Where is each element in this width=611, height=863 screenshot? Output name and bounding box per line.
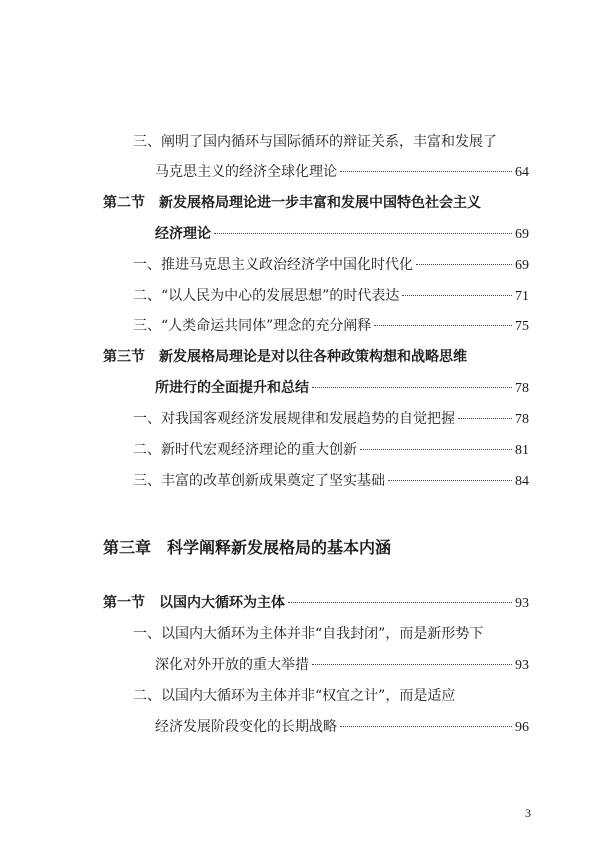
toc-entry [0,654,611,676]
toc-entry-text: 二、“以人民为中心的发展思想”的时代表达 [133,288,400,304]
dot-leader [312,387,512,388]
toc-section-heading [0,223,611,245]
toc-page-number: 71 [515,289,529,304]
toc-entry-text: 一、对我国客观经济发展规律和发展趋势的自觉把握 [133,411,455,427]
toc-entry [0,161,611,183]
toc-entry [0,470,611,492]
toc-entry-text: 第三章 科学阐释新发展格局的基本内涵 [103,538,392,557]
dot-leader [214,233,512,234]
toc-page-number: 78 [515,381,529,396]
toc-page-number: 69 [515,258,529,273]
toc-page-number: 64 [515,165,529,180]
toc-entry-text: 第三节 新发展格局理论是对以往各种政策构想和战略思维 [103,349,467,365]
toc-entry [0,285,611,307]
toc-entry-text: 经济发展阶段变化的长期战略 [155,719,337,735]
toc-entry-text: 马克思主义的经济全球化理论 [155,164,337,180]
dot-leader [416,264,512,265]
dot-leader [402,295,512,296]
dot-leader [458,418,512,419]
toc-chapter-heading [0,535,611,561]
toc-section-heading [0,192,611,214]
toc-page-number: 96 [515,720,529,735]
toc-entry-text: 三、“人类命运共同体”理念的充分阐释 [133,318,372,334]
dot-leader [312,664,512,665]
toc-entry [0,315,611,337]
toc-section-heading [0,592,611,614]
dot-leader [360,449,512,450]
toc-section-heading [0,377,611,399]
toc-entry [0,716,611,738]
toc-entry-text: 二、新时代宏观经济理论的重大创新 [133,442,357,458]
page-number: 3 [525,806,531,820]
toc-section-heading [0,346,611,368]
toc-page-number: 84 [515,474,529,489]
toc-entry-text: 一、推进马克思主义政治经济学中国化时代化 [133,257,413,273]
toc-page-number: 93 [515,658,529,673]
dot-leader [374,325,512,326]
toc-entry-text: 第二节 新发展格局理论进一步丰富和发展中国特色社会主义 [103,195,481,211]
toc-entry-text: 三、阐明了国内循环与国际循环的辩证关系，丰富和发展了 [133,134,497,150]
toc-entry [0,408,611,430]
dot-leader [340,726,512,727]
dot-leader [388,480,512,481]
toc-entry-text: 所进行的全面提升和总结 [155,380,309,396]
toc-entry-text: 三、丰富的改革创新成果奠定了坚实基础 [133,473,385,489]
toc-entry [0,131,611,153]
toc-entry [0,623,611,645]
toc-entry [0,685,611,707]
toc-entry-text: 一、以国内大循环为主体并非“自我封闭”，而是新形势下 [133,626,484,642]
toc-page-number: 69 [515,227,529,242]
toc-entry [0,439,611,461]
toc-page-number: 93 [515,596,529,611]
toc-entry [0,254,611,276]
dot-leader [340,171,512,172]
dot-leader [288,602,512,603]
toc-entry-text: 深化对外开放的重大举措 [155,657,309,673]
toc-entry-text: 第一节 以国内大循环为主体 [103,595,285,611]
toc-page-number: 81 [515,443,529,458]
toc-entry-text: 经济理论 [155,226,211,242]
toc-page-number: 75 [515,319,529,334]
toc-page-number: 78 [515,412,529,427]
toc-entry-text: 二、以国内大循环为主体并非“权宜之计”，而是适应 [133,688,456,704]
